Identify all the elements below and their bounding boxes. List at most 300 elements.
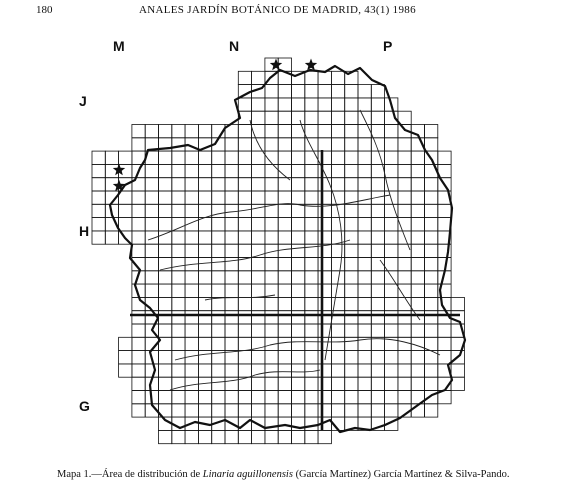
grid-cell	[132, 324, 145, 337]
grid-cell	[318, 164, 331, 177]
grid-cell	[411, 178, 424, 191]
grid-cell	[132, 138, 145, 151]
grid-cell	[371, 364, 384, 377]
grid-cell	[252, 430, 265, 443]
grid-cell	[425, 404, 438, 417]
grid-cell	[265, 297, 278, 310]
grid-cell	[305, 98, 318, 111]
grid-cell	[358, 297, 371, 310]
grid-cell	[159, 164, 172, 177]
grid-cell	[425, 244, 438, 257]
grid-cell	[345, 258, 358, 271]
grid-cell	[159, 178, 172, 191]
grid-cell	[278, 351, 291, 364]
grid-cell	[371, 151, 384, 164]
grid-cell	[198, 364, 211, 377]
grid-cell	[252, 351, 265, 364]
grid-cell	[252, 391, 265, 404]
grid-cell	[292, 204, 305, 217]
grid-cell	[278, 337, 291, 350]
grid-cell	[105, 231, 118, 244]
grid-cell	[185, 391, 198, 404]
grid-cell	[278, 218, 291, 231]
grid-cell	[398, 391, 411, 404]
grid-cell	[451, 377, 464, 390]
grid-cell	[145, 218, 158, 231]
grid-cell	[265, 391, 278, 404]
grid-cell	[305, 297, 318, 310]
grid-cell	[331, 284, 344, 297]
grid-cell	[411, 364, 424, 377]
grid-cell	[212, 284, 225, 297]
grid-cell	[159, 284, 172, 297]
grid-cell	[278, 271, 291, 284]
grid-cell	[398, 377, 411, 390]
grid-cell	[278, 151, 291, 164]
grid-cell	[385, 271, 398, 284]
grid-cell	[411, 191, 424, 204]
grid-cell	[371, 98, 384, 111]
grid-cell	[305, 337, 318, 350]
grid-cell	[225, 364, 238, 377]
grid-cell	[371, 85, 384, 98]
grid-cell	[292, 85, 305, 98]
grid-cell	[278, 324, 291, 337]
grid-cell	[278, 191, 291, 204]
grid-cell	[425, 204, 438, 217]
grid-cell	[225, 218, 238, 231]
grid-cell	[331, 138, 344, 151]
grid-cell	[292, 191, 305, 204]
grid-cell	[252, 111, 265, 124]
grid-cell	[358, 244, 371, 257]
grid-cell	[318, 258, 331, 271]
grid-cell	[238, 191, 251, 204]
grid-cell	[132, 231, 145, 244]
grid-cell	[212, 164, 225, 177]
grid-cell	[318, 337, 331, 350]
grid-cell	[92, 191, 105, 204]
grid-cell	[238, 284, 251, 297]
grid-cell	[398, 364, 411, 377]
grid-cell	[278, 231, 291, 244]
grid-cell	[225, 164, 238, 177]
grid-cell	[225, 191, 238, 204]
grid-cell	[398, 191, 411, 204]
grid-cell	[318, 71, 331, 84]
grid-cell	[92, 204, 105, 217]
grid-cell	[278, 377, 291, 390]
grid-cell	[238, 297, 251, 310]
grid-cell	[425, 125, 438, 138]
river-network	[148, 110, 440, 390]
grid-cell	[398, 178, 411, 191]
grid-cell	[331, 98, 344, 111]
grid-cell	[292, 231, 305, 244]
journal-title: ANALES JARDÍN BOTÁNICO DE MADRID, 43(1) 1986	[139, 4, 416, 16]
caption-suffix: (García Martínez) García Martínez & Silva-Pando.	[292, 469, 510, 480]
grid-cell	[132, 204, 145, 217]
grid-cell	[305, 391, 318, 404]
page-number: 180	[36, 4, 53, 16]
grid-cell	[265, 324, 278, 337]
grid-cell	[278, 364, 291, 377]
grid-cell	[265, 191, 278, 204]
grid-cell	[119, 351, 132, 364]
grid-cell	[278, 297, 291, 310]
grid-cell	[185, 311, 198, 324]
grid-cell	[252, 297, 265, 310]
grid-cell	[172, 284, 185, 297]
grid-cell	[292, 98, 305, 111]
grid-cell	[371, 311, 384, 324]
grid-cell	[292, 138, 305, 151]
grid-cell	[252, 258, 265, 271]
grid-cell	[132, 404, 145, 417]
grid-cell	[425, 178, 438, 191]
grid-cell	[345, 231, 358, 244]
grid-cell	[119, 364, 132, 377]
grid-cell	[212, 430, 225, 443]
grid-cell	[278, 311, 291, 324]
grid-cell	[185, 204, 198, 217]
grid-cell	[358, 204, 371, 217]
grid-cell	[371, 231, 384, 244]
grid-cell	[318, 218, 331, 231]
grid-cell	[398, 284, 411, 297]
grid-cell	[92, 178, 105, 191]
grid-cell	[345, 311, 358, 324]
grid-cell	[252, 178, 265, 191]
grid-cell	[172, 138, 185, 151]
grid-cell	[398, 324, 411, 337]
grid-cell	[225, 138, 238, 151]
grid-cell	[265, 138, 278, 151]
grid-cell	[398, 204, 411, 217]
grid-cell	[198, 151, 211, 164]
grid-cell	[292, 284, 305, 297]
grid-cell	[331, 324, 344, 337]
grid-cell	[198, 430, 211, 443]
grid-cell	[225, 231, 238, 244]
grid-cell	[185, 430, 198, 443]
grid-cell	[172, 244, 185, 257]
grid-cell	[305, 404, 318, 417]
grid-cell	[305, 324, 318, 337]
grid-cell	[252, 164, 265, 177]
grid-cell	[371, 351, 384, 364]
grid-cell	[358, 125, 371, 138]
grid-cell	[385, 191, 398, 204]
grid-cell	[385, 244, 398, 257]
grid-cell	[425, 377, 438, 390]
grid-cell	[358, 404, 371, 417]
grid-cell	[198, 258, 211, 271]
grid-cell	[159, 204, 172, 217]
grid-cell	[159, 377, 172, 390]
grid-cell	[172, 391, 185, 404]
grid-cell	[385, 404, 398, 417]
grid-cell	[132, 125, 145, 138]
grid-cell	[345, 404, 358, 417]
grid-cell	[411, 218, 424, 231]
grid-cell	[278, 98, 291, 111]
grid-cell	[145, 178, 158, 191]
grid-cell	[305, 111, 318, 124]
grid-cell	[425, 191, 438, 204]
grid-cell	[385, 324, 398, 337]
grid-cell	[345, 284, 358, 297]
grid-cell	[159, 430, 172, 443]
grid-cell	[159, 191, 172, 204]
zone-label-g: G	[79, 398, 90, 414]
grid-cell	[318, 85, 331, 98]
star-icon	[305, 59, 317, 71]
grid-cell	[159, 271, 172, 284]
grid-cell	[238, 351, 251, 364]
grid-cell	[185, 164, 198, 177]
grid-cell	[292, 178, 305, 191]
grid-cell	[385, 204, 398, 217]
grid-cell	[438, 351, 451, 364]
grid-cell	[238, 71, 251, 84]
grid-cell	[145, 244, 158, 257]
grid-cell	[358, 391, 371, 404]
grid-cell	[411, 164, 424, 177]
grid-cell	[252, 404, 265, 417]
grid-cell	[225, 377, 238, 390]
grid-cell	[265, 271, 278, 284]
grid-cell	[185, 231, 198, 244]
grid-cell	[119, 337, 132, 350]
grid-cell	[318, 138, 331, 151]
grid-cell	[305, 218, 318, 231]
grid-cell	[265, 85, 278, 98]
grid-cell	[451, 364, 464, 377]
grid-cell	[385, 231, 398, 244]
grid-cell	[278, 284, 291, 297]
grid-cell	[198, 284, 211, 297]
grid-cell	[305, 138, 318, 151]
grid-cell	[172, 164, 185, 177]
grid-cell	[159, 151, 172, 164]
record-markers	[113, 59, 317, 192]
grid-cell	[318, 377, 331, 390]
grid-cell	[119, 204, 132, 217]
grid-cell	[105, 151, 118, 164]
grid-cell	[385, 151, 398, 164]
grid-cell	[371, 111, 384, 124]
grid-cell	[358, 377, 371, 390]
grid-cell	[265, 111, 278, 124]
grid-cell	[198, 271, 211, 284]
grid-cell	[292, 324, 305, 337]
grid-cell	[305, 258, 318, 271]
grid-cell	[225, 284, 238, 297]
grid-cell	[238, 178, 251, 191]
grid-cell	[411, 351, 424, 364]
grid-cell	[238, 164, 251, 177]
grid-cell	[358, 351, 371, 364]
grid-cell	[425, 311, 438, 324]
grid-cell	[212, 258, 225, 271]
grid-cell	[358, 151, 371, 164]
grid-cell	[292, 377, 305, 390]
grid-cell	[238, 138, 251, 151]
grid-cell	[172, 324, 185, 337]
grid-cell	[398, 164, 411, 177]
grid-cell	[345, 218, 358, 231]
grid-cell	[358, 164, 371, 177]
grid-cell	[371, 125, 384, 138]
grid-cell	[92, 151, 105, 164]
grid-cell	[318, 271, 331, 284]
grid-cell	[358, 258, 371, 271]
grid-cell	[212, 404, 225, 417]
grid-cell	[331, 311, 344, 324]
grid-cell	[451, 297, 464, 310]
grid-cell	[385, 138, 398, 151]
grid-cell	[331, 164, 344, 177]
grid-cell	[358, 98, 371, 111]
grid-cell	[425, 271, 438, 284]
grid-cell	[238, 231, 251, 244]
grid-cell	[119, 218, 132, 231]
grid-cell	[331, 404, 344, 417]
grid-cell	[385, 351, 398, 364]
grid-cell	[398, 244, 411, 257]
grid-cell	[252, 377, 265, 390]
grid-cell	[198, 337, 211, 350]
grid-cell	[331, 71, 344, 84]
grid-cell	[185, 178, 198, 191]
grid-cell	[238, 404, 251, 417]
grid-cell	[265, 125, 278, 138]
grid-cell	[198, 351, 211, 364]
grid-cell	[398, 311, 411, 324]
grid-cell	[265, 377, 278, 390]
grid-cell	[212, 324, 225, 337]
zone-label-n: N	[229, 38, 240, 54]
zone-label-h: H	[79, 223, 90, 239]
grid-cell	[172, 297, 185, 310]
grid-cell	[225, 391, 238, 404]
grid-cell	[132, 351, 145, 364]
grid-cell	[425, 284, 438, 297]
grid-cell	[265, 404, 278, 417]
grid-cell	[238, 364, 251, 377]
grid-cell	[265, 258, 278, 271]
grid-cell	[371, 324, 384, 337]
grid-cell	[212, 337, 225, 350]
grid-cell	[132, 311, 145, 324]
grid-cell	[172, 178, 185, 191]
grid-cell	[212, 191, 225, 204]
grid-cell	[145, 191, 158, 204]
grid-cell	[212, 244, 225, 257]
grid-cell	[212, 364, 225, 377]
grid-cell	[145, 258, 158, 271]
grid-cell	[252, 204, 265, 217]
grid-cell	[119, 151, 132, 164]
grid-cell	[411, 297, 424, 310]
grid-cell	[145, 271, 158, 284]
grid-cell	[411, 258, 424, 271]
grid-cell	[371, 218, 384, 231]
grid-cell	[265, 218, 278, 231]
grid-cell	[238, 218, 251, 231]
grid-cell	[292, 218, 305, 231]
grid-cell	[345, 164, 358, 177]
grid-cell	[331, 151, 344, 164]
grid-cell	[172, 404, 185, 417]
grid-cell	[145, 164, 158, 177]
grid-cell	[292, 111, 305, 124]
grid-cell	[278, 258, 291, 271]
grid-cell	[345, 377, 358, 390]
grid-cell	[305, 125, 318, 138]
grid-cell	[172, 231, 185, 244]
grid-cell	[278, 204, 291, 217]
zone-label-j: J	[79, 93, 87, 109]
grid-cell	[292, 311, 305, 324]
grid-cell	[331, 258, 344, 271]
grid-cell	[198, 391, 211, 404]
grid-cell	[252, 98, 265, 111]
grid-cell	[305, 271, 318, 284]
grid-cell	[278, 391, 291, 404]
grid-cell	[385, 297, 398, 310]
grid-cell	[185, 244, 198, 257]
grid-cell	[358, 311, 371, 324]
grid-cell	[345, 178, 358, 191]
grid-cell	[252, 284, 265, 297]
grid-cell	[385, 364, 398, 377]
grid-cell	[358, 191, 371, 204]
grid-cell	[345, 125, 358, 138]
grid-cell	[225, 324, 238, 337]
grid-cell	[371, 204, 384, 217]
grid-cell	[252, 271, 265, 284]
grid-cell	[185, 125, 198, 138]
grid-cell	[318, 98, 331, 111]
grid-cell	[252, 125, 265, 138]
grid-cell	[438, 324, 451, 337]
grid-cell	[265, 231, 278, 244]
grid-cell	[172, 271, 185, 284]
grid-cell	[252, 311, 265, 324]
grid-cell	[198, 324, 211, 337]
grid-cell	[345, 297, 358, 310]
grid-cell	[292, 430, 305, 443]
grid-cell	[198, 191, 211, 204]
grid-cell	[225, 271, 238, 284]
grid-cell	[318, 404, 331, 417]
grid-cell	[345, 85, 358, 98]
grid-cell	[278, 430, 291, 443]
grid-cell	[292, 258, 305, 271]
grid-cell	[318, 430, 331, 443]
grid-cell	[172, 351, 185, 364]
grid-cell	[185, 297, 198, 310]
grid-cell	[225, 311, 238, 324]
grid-cell	[385, 377, 398, 390]
grid-cell	[172, 364, 185, 377]
grid-cell	[185, 271, 198, 284]
grid-cell	[159, 297, 172, 310]
grid-cell	[278, 244, 291, 257]
grid-cell	[132, 391, 145, 404]
